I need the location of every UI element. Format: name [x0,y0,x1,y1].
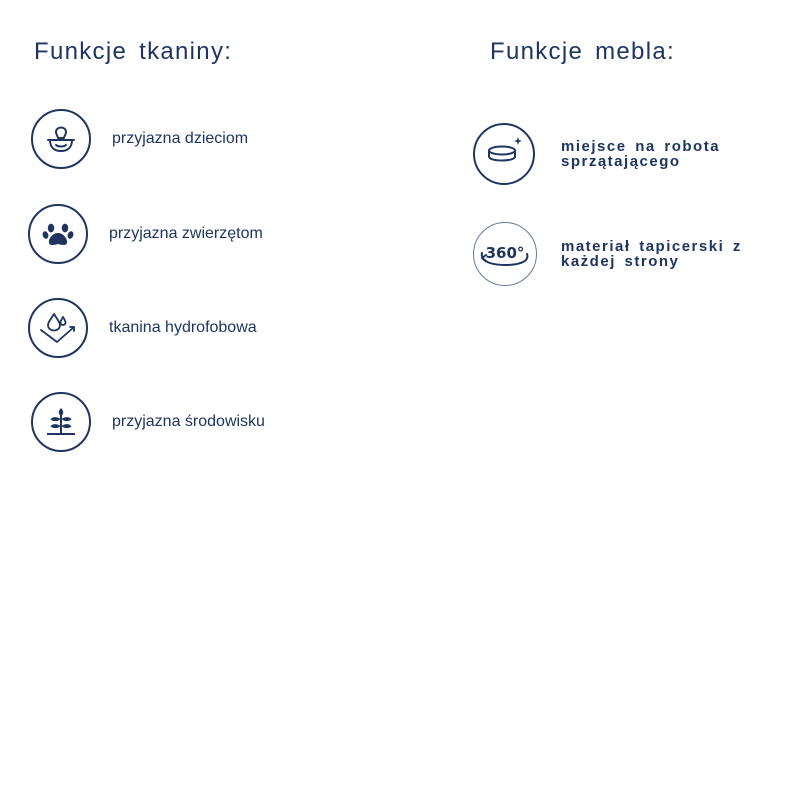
feature-label: przyjazna zwierzętom [109,225,263,242]
feature-label-line1: miejsce na robota [561,138,721,155]
fabric-features-title: Funkcje tkaniny: [34,38,233,65]
feature-child-friendly [31,109,248,169]
plant-icon [31,392,91,452]
water-drops-icon [28,298,88,358]
feature-pet-friendly [28,204,263,264]
rotate-360-icon [473,222,537,286]
feature-upholstery-all-sides [473,222,742,286]
feature-label-line1: materiał tapicerski z [561,238,742,255]
feature-label-line2: każdej strony [561,253,680,270]
paw-icon [28,204,88,264]
pacifier-icon [31,109,91,169]
feature-label: tkanina hydrofobowa [109,319,257,336]
feature-label: przyjazna środowisku [112,413,265,430]
robot-vacuum-icon [473,123,535,185]
furniture-features-title: Funkcje mebla: [490,38,675,65]
feature-robot-vacuum-space [473,123,720,185]
feature-label-line2: sprzątającego [561,153,681,170]
feature-label [561,239,742,269]
feature-hydrophobic [28,298,257,358]
feature-label [561,139,720,169]
feature-eco-friendly [31,392,265,452]
svg-text:360°: 360° [485,244,525,262]
feature-label: przyjazna dzieciom [112,130,249,147]
